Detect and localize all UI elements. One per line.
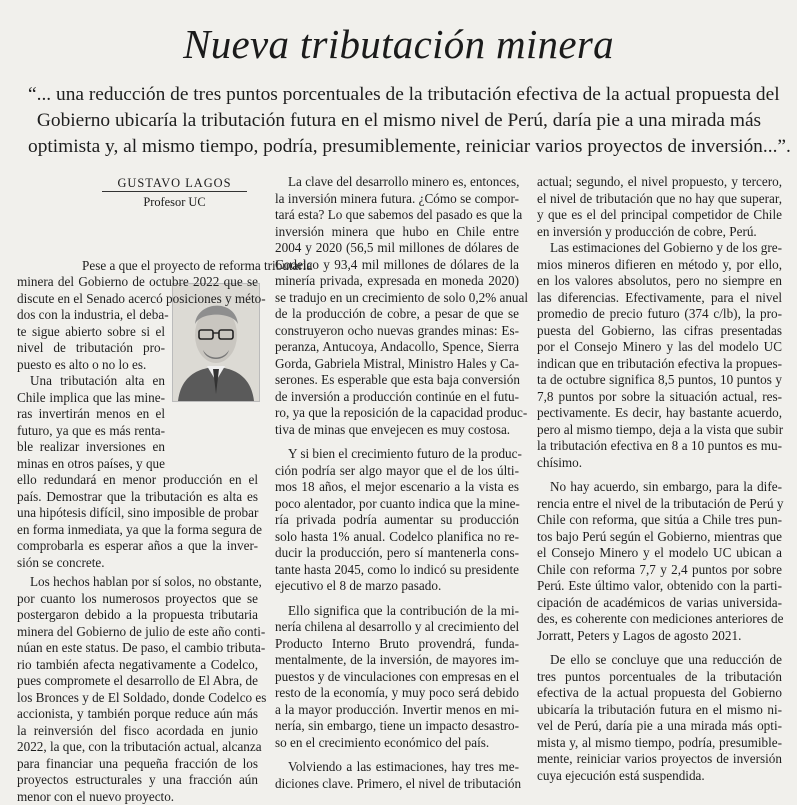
text-line: en inversión y producción de cobre, Perú.: [537, 224, 782, 241]
text-line: nivel de tributación pro-: [17, 340, 165, 357]
text-line: rio también afecta negativamente a Codelco,: [17, 657, 258, 674]
text-line: por cuanto los numerosos proyectos que se: [17, 591, 258, 608]
text-line: discute en el Senado acercó posiciones y méto-: [17, 291, 258, 308]
text-line: Codelco y 93,4 mil millones de dólares de la: [275, 257, 519, 274]
author-divider: [102, 191, 247, 192]
text-line: Pese a que el proyecto de reforma tributaria: [69, 258, 258, 275]
text-line: ducir la producción, pero sí mantenerla cons-: [275, 545, 519, 562]
text-line: Chile con reforma, que sitúa a Chile tres pun-: [537, 512, 782, 529]
text-line: De ello se concluye que una reducción de: [537, 652, 782, 669]
text-line: puesto es alto o no lo es.: [17, 357, 165, 374]
text-line: indican que en tributación efectiva la propues-: [537, 356, 782, 373]
text-line: poco alentador, por cuanto indica que la mine-: [275, 496, 519, 513]
text-line: proyectos estructurales y una fracción aún: [17, 772, 258, 789]
text-line: cuya ejecución está suspendida.: [537, 768, 782, 785]
text-line: minera del Gobierno de julio de este año conti-: [17, 624, 258, 641]
text-line: Una tributación alta en: [17, 373, 165, 390]
text-line: minera del Gobierno de octubre 2022 que se: [17, 274, 258, 291]
text-line: de la producción de cobre, a pesar de que se: [275, 306, 519, 323]
column-1-body: [17, 472, 258, 805]
text-line: Ello significa que la contribución de la mi-: [275, 603, 519, 620]
text-line: serones. Es esperable que esta baja conversión: [275, 372, 519, 389]
text-line: Chile implica que las mine-: [17, 390, 165, 407]
text-line: promedio de precio futuro (374 c/lb), la pro-: [537, 306, 782, 323]
column-1-top-cont: [17, 274, 258, 307]
column-1-wrap: [17, 307, 165, 472]
text-line: cipación de académicos de varias universida-: [537, 595, 782, 612]
text-line: la reinversión del fisco acordada en junio: [17, 723, 258, 740]
text-line: ello redundará en menor producción en el: [17, 472, 258, 489]
text-line: mios mineros difieren en método y, por ello,: [537, 257, 782, 274]
text-line: en forma inmediata, ya que la forma segura de: [17, 522, 258, 539]
text-line: el nivel de tributación que no hay que superar,: [537, 191, 782, 208]
text-line: país. Demostrar que la tributación es alta es: [17, 489, 258, 506]
text-line: ubicaría la tributación futura en el mismo ni-: [537, 702, 782, 719]
text-line: pectivamente. Es decir, hay bastante acuerdo,: [537, 405, 782, 422]
text-line: 7,8 puntos por sobre la situación actual, res-: [537, 389, 782, 406]
text-line: mos 18 años, el mejor escenario a la vista es: [275, 479, 519, 496]
column-1-top: [69, 258, 258, 275]
text-line: y que es el del principal competidor de Chile: [537, 207, 782, 224]
text-line: No hay acuerdo, sin embargo, para la dife-: [537, 479, 782, 496]
text-line: ción podría ser algo mayor que el de los últi-: [275, 463, 519, 480]
text-line: actual; segundo, el nivel propuesto, y tercero,: [537, 174, 782, 191]
text-line: construyeron ocho nuevas grandes minas: Es-: [275, 323, 519, 340]
text-line: futuro, ya que es más renta-: [17, 423, 165, 440]
text-line: minería privada, expresada en moneda 2020): [275, 273, 519, 290]
column-2: [275, 174, 519, 792]
text-line: solo hasta 1% anual. Codelco planifica no re-: [275, 529, 519, 546]
text-line: tante hasta 2045, como lo indicó su presidente: [275, 562, 519, 579]
text-line: efectiva de la actual propuesta del Gobierno: [537, 685, 782, 702]
author-role: Profesor UC: [102, 194, 247, 210]
text-line: ta de octubre significa 8,5 puntos, 10 puntos y: [537, 372, 782, 389]
text-line: nería chilena al desarrollo y al crecimiento del: [275, 619, 519, 636]
text-line: la inversión minera futura. ¿Cómo se compor-: [275, 191, 519, 208]
text-line: Perú. Este último valor, obtenido con la parti-: [537, 578, 782, 595]
pull-quote: [28, 82, 770, 160]
text-line: La clave del desarrollo minero es, entonces,: [275, 174, 519, 191]
author-name: GUSTAVO LAGOS: [102, 175, 247, 191]
text-line: para financiar una pequeña fracción de los: [17, 756, 258, 773]
text-line: mente, reiniciar varios proyectos de inversión: [537, 751, 782, 768]
text-line: el Consejo Minero y el modelo UC ubican a: [537, 545, 782, 562]
text-line: Y si bien el crecimiento futuro de la produc-: [275, 446, 519, 463]
text-line: Producto Interno Bruto provendrá, funda-: [275, 636, 519, 653]
text-line: tará esta? Lo que sabemos del pasado es que la: [275, 207, 519, 224]
text-line: peranza, Antucoya, Andacollo, Spence, Sierra: [275, 339, 519, 356]
text-line: Volviendo a las estimaciones, hay tres me-: [275, 759, 519, 776]
text-line: nería, sin embargo, tiene un impacto desastro-: [275, 718, 519, 735]
text-line: te sigue abierto sobre si el: [17, 324, 165, 341]
text-line: puesta del Gobierno, las cifras presentadas: [537, 323, 782, 340]
text-line: ría privada podría aumentar su producción: [275, 512, 519, 529]
text-line: puestos y de vinculaciones con empresas en el: [275, 669, 519, 686]
text-line: la tributación efectiva en 8 a 10 puntos es mu-: [537, 438, 782, 455]
text-line: chísimo.: [537, 455, 782, 472]
text-line: se tradujo en un crecimiento de solo 0,2% anual: [275, 290, 519, 307]
text-line: rencia entre el nivel de la tributación de Perú y: [537, 496, 782, 513]
text-line: postergaron debido a la propuesta tributaria: [17, 607, 258, 624]
text-line: 2022, la que, con la tributación actual, alcanza: [17, 739, 258, 756]
pull-quote-line: optimista y, al mismo tiempo, podría, presumiblemente, reiniciar varios proyectos de inversión...”.: [28, 134, 770, 160]
text-line: de inversión a producción continúe en el futu-: [275, 389, 519, 406]
text-line: accionista, y también porque reduce aún más: [17, 706, 258, 723]
text-line: Chile con reforma 7,7 y 2,4 puntos por sobre: [537, 562, 782, 579]
text-line: tres puntos porcentuales de la tributación: [537, 669, 782, 686]
column-3: [537, 174, 782, 784]
text-line: mista y, al mismo tiempo, podría, presumible-: [537, 735, 782, 752]
text-line: una hipótesis difícil, sino imposible de probar: [17, 505, 258, 522]
text-line: los Bronces y de El Soldado, donde Codelco es: [17, 690, 258, 707]
text-line: mentalmente, de la inversión, de mayores im-: [275, 652, 519, 669]
text-line: so en el crecimiento económico del país.: [275, 735, 519, 752]
text-line: núan en este status. De paso, el cambio tributa-: [17, 640, 258, 657]
text-line: pero al mismo tiempo, deja a la vista que subir: [537, 422, 782, 439]
text-line: Los hechos hablan por sí solos, no obstante,: [17, 574, 258, 591]
text-line: des, es coherente con mediciones anteriores de: [537, 611, 782, 628]
text-line: diciones clave. Primero, el nivel de tributación: [275, 776, 519, 793]
text-line: por el Consejo Minero y las del modelo UC: [537, 339, 782, 356]
text-line: vel de Perú, daría pie a una mirada más opti-: [537, 718, 782, 735]
headline: Nueva tributación minera: [0, 20, 797, 68]
text-line: ras invertirán menos en el: [17, 406, 165, 423]
text-line: minas en otros países, y que: [17, 456, 165, 473]
text-line: a la mayor producción. Invertir menos en mi-: [275, 702, 519, 719]
text-line: Gorda, Gabriela Mistral, Ministro Hales y Ca-: [275, 356, 519, 373]
text-line: dos con la industria, el deba-: [17, 307, 165, 324]
text-line: pues compromete el desarrollo de El Abra, de: [17, 673, 258, 690]
text-line: ble realizar inversiones en: [17, 439, 165, 456]
text-line: resto de la economía, y muy poco será debido: [275, 685, 519, 702]
text-line: tiva de minas que envejecen es muy costosa.: [275, 422, 519, 439]
text-line: en los valores absolutos, pero no siempre en: [537, 273, 782, 290]
text-line: inversión minera que hubo en Chile entre: [275, 224, 519, 241]
pull-quote-line: Gobierno ubicaría la tributación futura en el mismo nivel de Perú, daría pie a una mirada más: [28, 108, 770, 134]
text-line: las diferencias. Efectivamente, para el nivel: [537, 290, 782, 307]
text-line: Jorratt, Peters y Lagos de agosto 2021.: [537, 628, 782, 645]
text-line: Las estimaciones del Gobierno y de los gre-: [537, 240, 782, 257]
text-line: 2004 y 2020 (56,5 mil millones de dólares de: [275, 240, 519, 257]
text-line: sión se concrete.: [17, 555, 258, 572]
text-line: ro, ya que la reposición de la capacidad produc-: [275, 405, 519, 422]
pull-quote-line: “... una reducción de tres puntos porcentuales de la tributación efectiva de la actual propuesta del: [28, 82, 770, 108]
text-line: tos bajo Perú según el Gobierno, mientras que: [537, 529, 782, 546]
text-line: comprobarla es esperar años a que la inver-: [17, 538, 258, 555]
text-line: menor con el nuevo proyecto.: [17, 789, 258, 805]
text-line: ejecutivo el 8 de marzo pasado.: [275, 578, 519, 595]
